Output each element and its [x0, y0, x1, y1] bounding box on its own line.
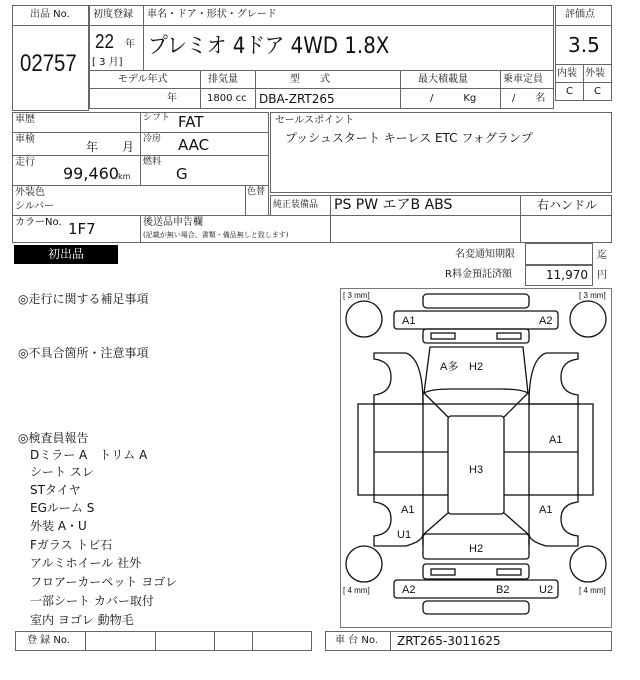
- name-change-suffix: 迄: [597, 250, 607, 261]
- chassis-label: 車 台 No.: [335, 635, 378, 646]
- inspection-value: 年 月: [86, 140, 135, 154]
- color-no-value: 1F7: [68, 220, 96, 238]
- exterior-color-label: 外装色: [15, 187, 45, 198]
- sales-point-label: セールスポイント: [275, 115, 355, 126]
- type-label: 型 式: [290, 74, 330, 85]
- blank-cell: [520, 215, 612, 243]
- exterior-color-value: シルバー: [15, 201, 55, 212]
- grade-score: 3.5: [568, 33, 600, 57]
- mark: B2: [496, 584, 510, 596]
- fuel-value: G: [176, 165, 188, 183]
- front-right-fender: [529, 353, 578, 404]
- history-label: 車歴: [15, 114, 35, 125]
- rear-bumper: [394, 580, 558, 598]
- mark: H2: [469, 543, 484, 555]
- mark: A1: [549, 434, 563, 446]
- mark: H2: [469, 361, 484, 373]
- car-name-label: 車名・ドア・形状・グレード: [147, 9, 277, 20]
- reg-no-cell: [85, 631, 156, 651]
- front-left-fender: [374, 353, 423, 404]
- reg-no-cell: [155, 631, 215, 651]
- inspector-report-heading: ◎検査員報告: [18, 431, 89, 445]
- tread-rr: [ 4 mm]: [579, 586, 606, 595]
- report-item: STタイヤ: [30, 483, 81, 497]
- mark: U2: [539, 584, 554, 596]
- mark: A1: [401, 504, 415, 516]
- front-grille: [423, 329, 529, 343]
- car-name: プレミオ 4ドア 4WD 1.8X: [148, 34, 390, 59]
- rear-grille: [423, 564, 529, 579]
- type-value: DBA-ZRT265: [259, 92, 335, 106]
- tread-rl: [ 4 mm]: [343, 586, 370, 595]
- report-item: Dミラー A トリム A: [30, 448, 148, 462]
- report-item: シート スレ: [30, 465, 94, 479]
- lot-no: 02757: [20, 50, 77, 77]
- first-reg-year: 22: [95, 31, 114, 53]
- max-load-value: / Kg: [430, 93, 477, 104]
- displacement-label: 排気量: [208, 74, 238, 85]
- tread-fl: [ 3 mm]: [343, 291, 370, 300]
- name-change-label: 名変通知期限: [455, 249, 515, 260]
- mark: U1: [397, 529, 412, 541]
- mileage-value: 99,460: [63, 164, 119, 183]
- car-damage-diagram: [340, 288, 612, 628]
- chassis-no: ZRT265-3011625: [397, 634, 501, 648]
- report-item: 室内 ヨゴレ 動物毛: [30, 613, 134, 627]
- rear-pill: [423, 601, 529, 614]
- year-unit: 年: [125, 39, 135, 50]
- mileage-unit: km: [118, 172, 131, 181]
- blank-cell: [330, 215, 521, 243]
- exterior-grade: C: [594, 86, 601, 97]
- front-pill: [423, 294, 529, 308]
- reg-no-cell: [214, 631, 253, 651]
- reg-no-label: 登 録 No.: [27, 635, 70, 646]
- ac-label: 冷房: [143, 134, 162, 144]
- recycle-value: 11,970: [546, 268, 588, 282]
- tread-fr: [ 3 mm]: [579, 291, 606, 300]
- sales-point-value: プッシュスタート キーレス ETC フォグランプ: [285, 131, 533, 145]
- rear-right-fender: [529, 495, 578, 546]
- equipment-value: PS PW エアB ABS: [334, 197, 453, 213]
- displacement-value: 1800 cc: [207, 93, 247, 104]
- name-change-box: [525, 243, 593, 265]
- report-item: 外装 A・U: [30, 519, 87, 533]
- first-reg-month: [ 3 月]: [92, 57, 123, 68]
- grade-label: 評価点: [565, 9, 595, 20]
- later-items-note: (記載が無い場合、書類・備品無しと致します): [143, 231, 289, 239]
- report-item: フロアーカーペット ヨゴレ: [30, 575, 178, 589]
- lot-no-label: 出品 No.: [30, 9, 70, 20]
- mark: A多: [440, 361, 459, 373]
- color-change-label: 色替: [247, 187, 266, 197]
- mark: A2: [402, 584, 416, 596]
- divider: [89, 88, 554, 89]
- shift-label: シフト: [143, 113, 171, 123]
- report-item: 一部シート カバー取付: [30, 594, 154, 608]
- ac-value: AAC: [178, 136, 210, 154]
- mileage-label: 走行: [15, 157, 35, 168]
- reg-no-cell: [252, 631, 312, 651]
- first-reg-label: 初度登録: [93, 9, 133, 20]
- defect-note-heading: ◎不具合箇所・注意事項: [18, 346, 149, 360]
- model-year-label: モデル年式: [118, 74, 168, 85]
- mileage-note-heading: ◎走行に関する補足事項: [18, 292, 149, 306]
- mark: A2: [539, 315, 553, 327]
- mark: A1: [402, 315, 416, 327]
- capacity-label: 乗車定員: [503, 74, 543, 85]
- interior-grade: C: [566, 86, 573, 97]
- front-bumper: [394, 311, 558, 329]
- report-item: EGルーム S: [30, 501, 95, 515]
- later-items-label: 後送品申告欄: [143, 217, 203, 228]
- color-no-label: カラーNo.: [15, 217, 62, 228]
- exterior-label: 外装: [585, 68, 605, 79]
- recycle-unit: 円: [597, 270, 607, 281]
- mark: H3: [469, 464, 484, 476]
- report-item: Fガラス トビ石: [30, 538, 113, 552]
- shift-value: FAT: [178, 113, 204, 131]
- capacity-value: / 名: [512, 93, 546, 104]
- fuel-label: 燃料: [143, 157, 162, 167]
- interior-label: 内装: [557, 68, 577, 79]
- mark: A1: [539, 504, 553, 516]
- equipment-label: 純正装備品: [273, 200, 319, 210]
- report-item: アルミホイール 社外: [30, 556, 142, 570]
- max-load-label: 最大積載量: [418, 74, 468, 85]
- recycle-label: R料金預託済額: [445, 269, 512, 280]
- model-year-value: 年: [167, 93, 177, 104]
- handle-value: 右ハンドル: [537, 198, 598, 212]
- first-listing-badge: 初出品: [14, 245, 118, 264]
- inspection-label: 車検: [15, 134, 35, 145]
